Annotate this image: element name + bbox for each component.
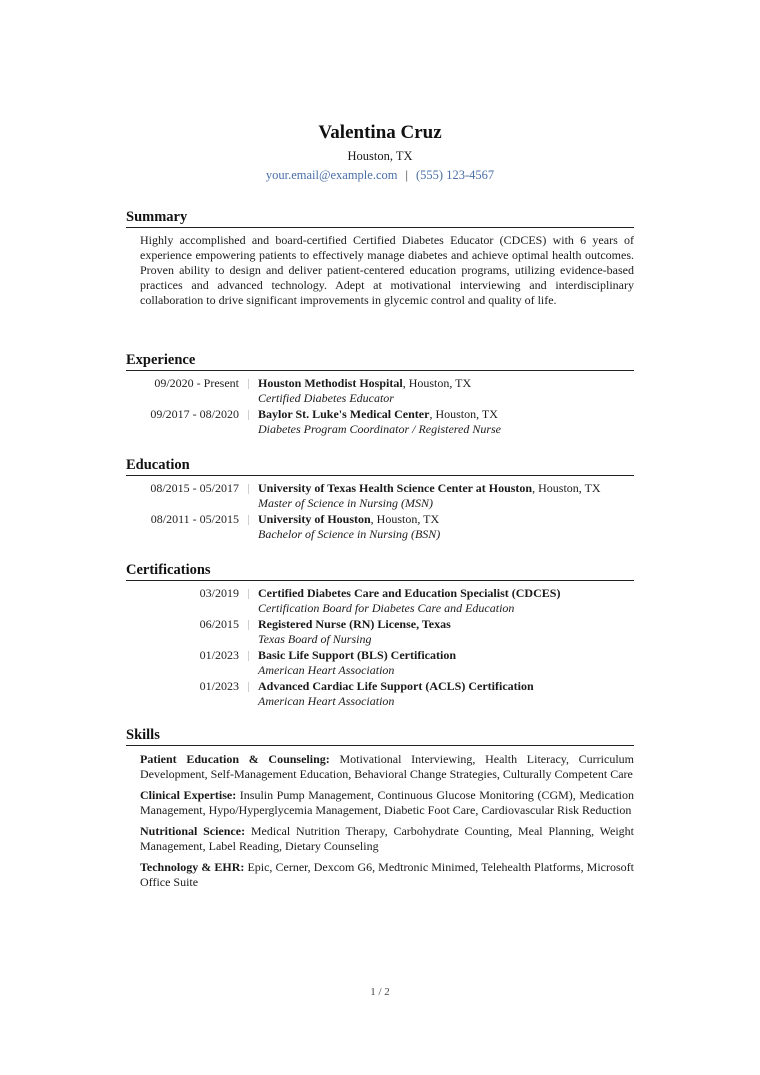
education-entry (126, 481, 634, 511)
entry-degree: Master of Science in Nursing (MSN) (258, 496, 433, 510)
email-link[interactable]: your.email@example.com (265, 168, 398, 182)
entry-body (258, 376, 634, 406)
skill-group-label: Patient Education & Counseling: (140, 752, 330, 766)
skill-group (140, 860, 634, 890)
certification-issuer: American Heart Association (258, 663, 395, 677)
section-title-certifications: Certifications (126, 561, 634, 581)
entry-date: 09/2020 - Present (154, 376, 239, 390)
entry-body (258, 679, 634, 709)
entry-date: 08/2011 - 05/2015 (150, 512, 239, 526)
entry-org: University of Houston (258, 512, 371, 526)
entry-org: Houston Methodist Hospital (258, 376, 403, 390)
entry-divider (248, 682, 249, 692)
entry-date: 03/2019 (199, 586, 239, 600)
skills-section (126, 726, 634, 890)
summary-text: Highly accomplished and board-certified Certified Diabetes Educator (CDCES) with 6 years of experience empowering patients to effectively manage diabetes and achieve optimal health outcomes. Proven ability to design and deliver patient-centered education programs, utilizing evidence-based practices and advanced technology. Adept at motivational interviewing and interdisciplinary collaboration to drive significant improvements in glycemic control and quality of life. (140, 233, 634, 307)
entry-date: 06/2015 (199, 617, 239, 631)
candidate-name: Valentina Cruz (318, 122, 442, 143)
skill-group-text: Medical Nutrition Therapy, Carbohydrate Counting, Meal Planning, Weight Management, Label Reading, Dietary Counseling (140, 824, 634, 853)
section-title-summary: Summary (126, 208, 634, 228)
entry-date: 01/2023 (199, 648, 239, 662)
entry-role: Certified Diabetes Educator (258, 391, 394, 405)
certification-name: Basic Life Support (BLS) Certification (258, 648, 456, 662)
skill-group-text: Motivational Interviewing, Health Literacy, Curriculum Development, Self-Management Education, Behavioral Change Strategies, Culturally Competent Care (140, 752, 634, 781)
skill-group (140, 788, 634, 818)
experience-entry (126, 407, 634, 437)
entry-divider (248, 410, 249, 420)
education-list (126, 481, 634, 542)
entry-role: Diabetes Program Coordinator / Registered Nurse (258, 422, 501, 436)
certification-list (126, 586, 634, 709)
entry-date: 09/2017 - 08/2020 (150, 407, 239, 421)
summary-section (126, 208, 634, 308)
entry-location: , Houston, TX (532, 481, 601, 495)
certification-issuer: American Heart Association (258, 694, 395, 708)
education-entry (126, 512, 634, 542)
entry-body (258, 481, 634, 511)
section-title-experience: Experience (126, 351, 634, 371)
skill-group (140, 824, 634, 854)
skill-group (140, 752, 634, 782)
entry-body (258, 407, 634, 437)
skill-group-text: Insulin Pump Management, Continuous Glucose Monitoring (CGM), Medication Management, Hypo/Hyperglycemia Management, Diabetic Foot Care, Cardiovascular Risk Reduction (140, 788, 634, 817)
experience-section (126, 351, 634, 437)
page-number: 1 / 2 (370, 986, 390, 998)
experience-entry (126, 376, 634, 406)
entry-location: , Houston, TX (370, 512, 440, 526)
entry-divider (248, 515, 249, 525)
certification-entry (126, 586, 634, 616)
section-title-skills: Skills (126, 726, 634, 746)
resume-header (0, 121, 760, 183)
contact-separator: | (405, 168, 408, 182)
entry-date: 01/2023 (199, 679, 239, 693)
experience-list (126, 376, 634, 437)
contact-line (0, 167, 760, 183)
certification-entry (126, 648, 634, 678)
entry-divider (248, 484, 249, 494)
phone-link[interactable]: (555) 123-4567 (416, 168, 495, 182)
entry-body (258, 648, 634, 678)
entry-divider (248, 379, 249, 389)
entry-org: University of Texas Health Science Center at Houston (258, 481, 533, 495)
skill-group-label: Clinical Expertise: (140, 788, 237, 802)
skill-group-text: Epic, Cerner, Dexcom G6, Medtronic Minimed, Telehealth Platforms, Microsoft Office Suite (140, 860, 634, 889)
skill-group-label: Nutritional Science: (140, 824, 246, 838)
entry-date: 08/2015 - 05/2017 (150, 481, 239, 495)
entry-divider (248, 620, 249, 630)
certifications-section (126, 561, 634, 709)
entry-body (258, 512, 634, 542)
entry-divider (248, 589, 249, 599)
certification-name: Advanced Cardiac Life Support (ACLS) Certification (258, 679, 534, 693)
certification-entry (126, 617, 634, 647)
candidate-location: Houston, TX (347, 149, 413, 163)
entry-location: , Houston, TX (429, 407, 498, 421)
entry-body (258, 586, 634, 616)
certification-issuer: Texas Board of Nursing (258, 632, 372, 646)
certification-issuer: Certification Board for Diabetes Care and Education (258, 601, 515, 615)
entry-body (258, 617, 634, 647)
education-section (126, 456, 634, 542)
certification-name: Certified Diabetes Care and Education Specialist (CDCES) (258, 586, 561, 600)
certification-entry (126, 679, 634, 709)
entry-divider (248, 651, 249, 661)
certification-name: Registered Nurse (RN) License, Texas (258, 617, 451, 631)
entry-org: Baylor St. Luke's Medical Center (258, 407, 430, 421)
skill-group-label: Technology & EHR: (140, 860, 245, 874)
entry-location: , Houston, TX (402, 376, 472, 390)
entry-degree: Bachelor of Science in Nursing (BSN) (258, 527, 441, 541)
section-title-education: Education (126, 456, 634, 476)
